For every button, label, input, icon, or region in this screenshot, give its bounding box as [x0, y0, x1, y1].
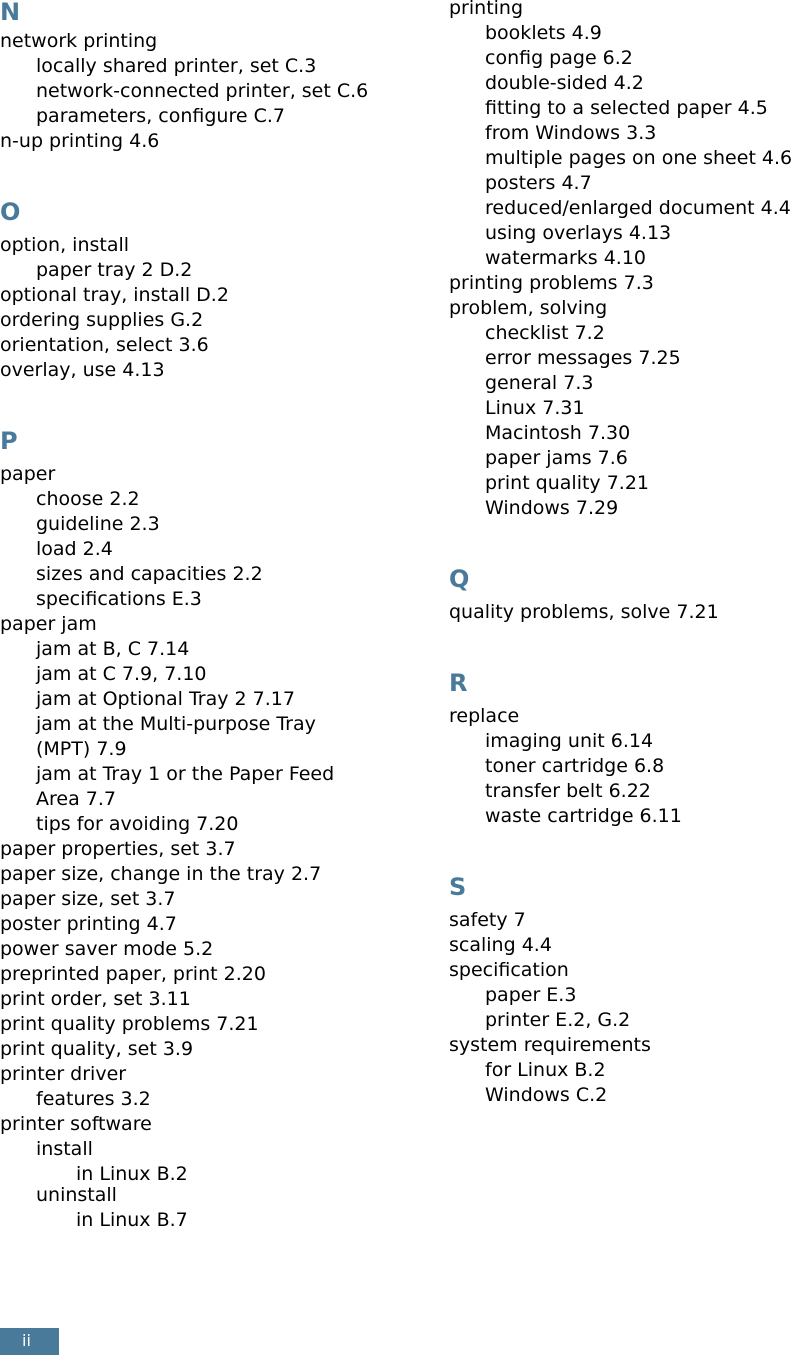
index-entry: optional tray, install D.2 — [0, 284, 229, 306]
index-subentry: jam at Optional Tray 2 7.17 — [36, 688, 295, 710]
index-subentry: specifications E.3 — [36, 588, 202, 610]
index-section-letter: R — [449, 669, 468, 697]
index-subentry: printer E.2, G.2 — [485, 1009, 631, 1031]
index-subentry: guideline 2.3 — [36, 513, 160, 535]
index-subentry: jam at C 7.9, 7.10 — [36, 663, 207, 685]
index-subentry: features 3.2 — [36, 1088, 151, 1110]
index-subentry: jam at B, C 7.14 — [36, 638, 190, 660]
index-entry: paper — [0, 463, 56, 485]
index-entry: paper size, change in the tray 2.7 — [0, 863, 322, 885]
index-subentry: paper jams 7.6 — [485, 447, 628, 469]
index-subentry: jam at Tray 1 or the Paper Feed — [36, 763, 335, 785]
index-entry: orientation, select 3.6 — [0, 334, 209, 356]
page-number: ii — [22, 1331, 31, 1350]
index-entry: printer software — [0, 1113, 152, 1135]
index-entry: problem, solving — [449, 297, 608, 319]
index-entry: print quality problems 7.21 — [0, 1013, 259, 1035]
index-entry: option, install — [0, 234, 130, 256]
index-entry: power saver mode 5.2 — [0, 938, 214, 960]
index-subentry: for Linux B.2 — [485, 1059, 606, 1081]
index-section-letter: Q — [449, 565, 470, 593]
index-subentry: config page 6.2 — [485, 47, 633, 69]
index-subentry: watermarks 4.10 — [485, 247, 647, 269]
index-section-letter: N — [0, 0, 21, 26]
index-subentry: in Linux B.7 — [76, 1209, 188, 1231]
index-entry: paper size, set 3.7 — [0, 888, 176, 910]
index-entry: poster printing 4.7 — [0, 913, 177, 935]
index-subentry: Macintosh 7.30 — [485, 422, 631, 444]
index-subentry: Area 7.7 — [36, 788, 116, 810]
index-subentry: checklist 7.2 — [485, 322, 605, 344]
index-entry: system requirements — [449, 1034, 651, 1056]
index-subentry: Windows 7.29 — [485, 497, 619, 519]
index-subentry: install — [36, 1138, 93, 1160]
index-subentry: waste cartridge 6.11 — [485, 805, 682, 827]
index-section-letter: S — [449, 873, 467, 901]
index-entry: printer driver — [0, 1063, 127, 1085]
index-subentry: imaging unit 6.14 — [485, 730, 654, 752]
index-entry: printing problems 7.3 — [449, 272, 654, 294]
index-subentry: (MPT) 7.9 — [36, 738, 127, 760]
index-entry: ordering supplies G.2 — [0, 309, 204, 331]
index-entry: overlay, use 4.13 — [0, 359, 165, 381]
index-subentry: print quality 7.21 — [485, 472, 650, 494]
index-section-letter: O — [0, 198, 21, 226]
index-entry: replace — [449, 705, 520, 727]
index-subentry: uninstall — [36, 1184, 117, 1206]
index-subentry: tips for avoiding 7.20 — [36, 813, 239, 835]
index-section-letter: P — [0, 427, 18, 455]
index-entry: printing — [449, 0, 524, 19]
index-subentry: parameters, configure C.7 — [36, 105, 285, 127]
index-entry: n-up printing 4.6 — [0, 130, 160, 152]
index-subentry: general 7.3 — [485, 372, 594, 394]
index-subentry: multiple pages on one sheet 4.6 — [485, 147, 793, 169]
index-subentry: paper tray 2 D.2 — [36, 259, 193, 281]
index-entry: preprinted paper, print 2.20 — [0, 963, 266, 985]
index-subentry: paper E.3 — [485, 984, 577, 1006]
index-entry: print order, set 3.11 — [0, 988, 191, 1010]
index-entry: paper properties, set 3.7 — [0, 838, 236, 860]
index-subentry: reduced/enlarged document 4.4 — [485, 197, 791, 219]
index-subentry: jam at the Multi-purpose Tray — [36, 713, 316, 735]
index-subentry: load 2.4 — [36, 538, 113, 560]
index-entry: print quality, set 3.9 — [0, 1038, 194, 1060]
index-entry: paper jam — [0, 613, 97, 635]
index-subentry: Linux 7.31 — [485, 397, 585, 419]
index-entry: quality problems, solve 7.21 — [449, 601, 719, 623]
index-subentry: in Linux B.2 — [76, 1163, 188, 1185]
index-subentry: toner cartridge 6.8 — [485, 755, 665, 777]
index-subentry: network-connected printer, set C.6 — [36, 80, 369, 102]
index-subentry: fitting to a selected paper 4.5 — [485, 97, 768, 119]
page-footer — [0, 1328, 59, 1355]
index-subentry: transfer belt 6.22 — [485, 780, 651, 802]
index-subentry: booklets 4.9 — [485, 22, 602, 44]
index-entry: network printing — [0, 30, 158, 52]
index-subentry: using overlays 4.13 — [485, 222, 672, 244]
index-entry: specification — [449, 959, 569, 981]
index-entry: scaling 4.4 — [449, 934, 552, 956]
index-subentry: error messages 7.25 — [485, 347, 681, 369]
index-subentry: locally shared printer, set C.3 — [36, 55, 317, 77]
index-subentry: sizes and capacities 2.2 — [36, 563, 263, 585]
index-subentry: from Windows 3.3 — [485, 122, 657, 144]
index-subentry: double-sided 4.2 — [485, 72, 644, 94]
index-subentry: posters 4.7 — [485, 172, 592, 194]
index-subentry: choose 2.2 — [36, 488, 140, 510]
index-subentry: Windows C.2 — [485, 1084, 608, 1106]
index-entry: safety 7 — [449, 909, 526, 931]
